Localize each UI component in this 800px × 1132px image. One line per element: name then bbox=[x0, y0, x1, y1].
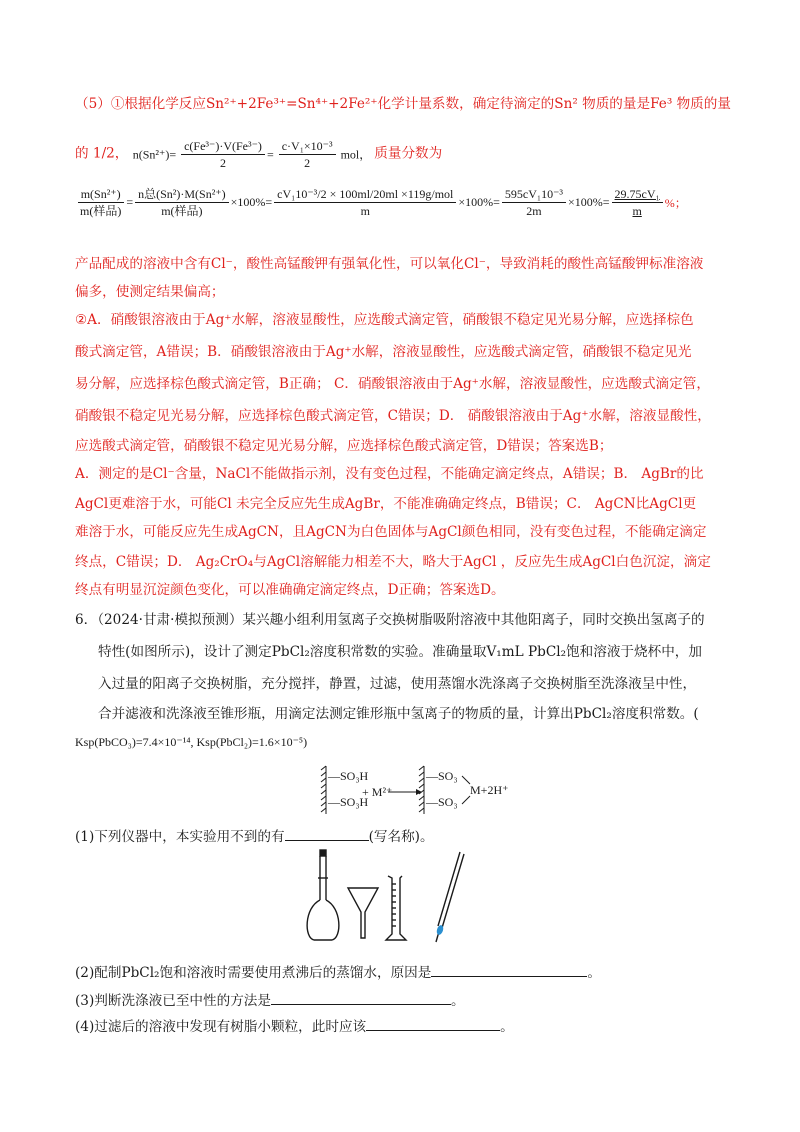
resin-exchange-diagram bbox=[320, 762, 530, 822]
answer-blank-4[interactable] bbox=[366, 1016, 500, 1031]
answer5-line3: 产品配成的溶液中含有Cl⁻，酸性高锰酸钾有强氧化性，可以氧化Cl⁻，导致消耗的酸性高锰酸钾标准溶液 bbox=[75, 256, 704, 272]
mol-unit: mol， bbox=[340, 147, 372, 162]
volumetric-flask-icon bbox=[307, 850, 339, 940]
answer5-part2-line3: 易分解，应选择棕色酸式滴定管，B正确； C．硝酸银溶液由于Ag⁺水解，溶液显酸性，应选酸式滴定管， bbox=[75, 376, 710, 392]
answer5-line1: （5）①根据化学反应Sn²⁺+2Fe³⁺=Sn⁴⁺+2Fe²⁺化学计量系数，确定待滴定的Sn² 物质的量是Fe³ 物质的量 bbox=[75, 96, 731, 112]
question6-line3: 入过量的阳离子交换树脂，充分搅拌，静置，过滤，使用蒸馏水洗涤离子交换树脂至洗涤液呈中性， bbox=[98, 676, 697, 692]
answer-blank-2[interactable] bbox=[431, 962, 587, 977]
question6-ksp-values: Ksp(PbCO₃)=7.4×10⁻¹⁴, Ksp(PbCl₂)=1.6×10⁻⁵) bbox=[75, 735, 308, 749]
fraction-cv: $\frac{\text{c·V₁×10⁻³}}{2}$ bbox=[279, 138, 336, 171]
answer5-part3-line2: AgCl更难溶于水，可能Cl 未完全反应先生成AgBr，不能准确确定终点，B错误；C． AgCN比AgCl更 bbox=[75, 496, 697, 512]
mass-fraction-formula: $\frac{\text{m(Sn²⁺)}}{\text{m(样品)}}$ = $\frac{\text{n总(Sn²)·M(Sn²⁺)}}{\text{m(样品)}}$ ×100%= $\frac{\text{cV₁10⁻³/2 × 100ml/20ml ×119g/mol}}{m}$ ×100%= $\frac{\text{595cV₁10⁻³}}{2m}$ ×100%= $\frac{\text{29.75cV₁}}{m}$ %； bbox=[75, 186, 687, 219]
answer5-line2-suffix: 质量分数为 bbox=[374, 145, 443, 162]
answer5-line4: 偏多，使测定结果偏高； bbox=[75, 284, 225, 300]
subquestion-1: (1)下列仪器中，本实验用不到的有 (写名称)。 bbox=[75, 826, 434, 847]
subquestion-4: (4)过滤后的溶液中发现有树脂小颗粒，此时应该 。 bbox=[75, 1016, 514, 1037]
funnel-icon bbox=[348, 888, 378, 938]
answer5-part2-line5: 应选酸式滴定管，硝酸银不稳定见光易分解，应选择棕色酸式滴定管，D错误；答案选B； bbox=[75, 438, 613, 454]
answer5-part3-line1: A．测定的是Cl⁻含量，NaCl不能做指示剂，没有变色过程，不能确定滴定终点，A错误；B． AgBr的比 bbox=[75, 466, 704, 482]
answer5-part2-line4: 硝酸银不稳定见光易分解，应选择棕色酸式滴定管，C错误；D． 硝酸银溶液由于Ag⁺水解，溶液显酸性， bbox=[75, 408, 711, 424]
answer-blank-3[interactable] bbox=[271, 990, 451, 1005]
answer5-part2-line1: ②A．硝酸银溶液由于Ag⁺水解，溶液显酸性，应选酸式滴定管，硝酸银不稳定见光易分解，应选择棕色 bbox=[75, 312, 694, 328]
answer5-part3-line5: 终点有明显沉淀颜色变化，可以准确确定滴定终点，D正确；答案选D。 bbox=[75, 582, 505, 598]
right-so3-top: —SO₃ bbox=[426, 769, 458, 783]
answer5-part2-line2: 酸式滴定管，A错误；B．硝酸银溶液由于Ag⁺水解，溶液显酸性，应选酸式滴定管，硝酸银不稳定见光 bbox=[75, 344, 692, 360]
answer5-line2-prefix: 的 1/2， bbox=[75, 145, 129, 162]
answer5-line2: 的 1/2， n(Sn²⁺)= $\frac{\text{c(Fe³⁻)·V(Fe³⁻)}}{2}$ = $\frac{\text{c·V₁×10⁻³}}{2}$ mol， 质量分数为 bbox=[75, 139, 443, 170]
question6-line2: 特性(如图所示)，设计了测定PbCl₂溶度积常数的实验。准确量取V₁mL PbCl₂饱和溶液于烧杯中，加 bbox=[98, 644, 702, 660]
right-so3-bottom: —SO₃ bbox=[426, 795, 458, 809]
subquestion-3: (3)判断洗涤液已至中性的方法是 。 bbox=[75, 990, 465, 1011]
answer-blank-1[interactable] bbox=[285, 826, 369, 841]
n-sn-expression: n(Sn²⁺)= bbox=[132, 147, 177, 162]
left-so3h-bottom: —SO₃H bbox=[328, 795, 369, 809]
answer5-part3-line4: 终点，C错误；D． Ag₂CrO₄与AgCl溶解能力相差不大，略大于AgCl ，反应先生成AgCl白色沉淀，滴定 bbox=[75, 554, 711, 570]
subquestion-2: (2)配制PbCl₂饱和溶液时需要使用煮沸后的蒸馏水，原因是 。 bbox=[75, 962, 601, 983]
question6-line4: 合并滤液和洗涤液至锥形瓶，用滴定法测定锥形瓶中氢离子的物质的量，计算出PbCl₂溶度积常数。( bbox=[98, 706, 699, 722]
question6-line1: 6．（2024·甘肃·模拟预测）某兴趣小组利用氢离子交换树脂吸附溶液中其他阳离子，同时交换出氢离子的 bbox=[75, 612, 705, 628]
arrow-head bbox=[416, 789, 422, 795]
product-label: M+2H⁺ bbox=[470, 783, 509, 797]
left-so3h-top: —SO₃H bbox=[328, 769, 369, 783]
apparatus-illustration bbox=[296, 846, 496, 946]
graduated-cylinder-icon bbox=[386, 876, 406, 940]
fraction-fe: $\frac{\text{c(Fe³⁻)·V(Fe³⁻)}}{2}$ bbox=[181, 138, 265, 171]
answer5-part3-line3: 难溶于水，可能反应先生成AgCN，且AgCN为白色固体与AgCl颜色相同，没有变色过程，不能确定滴定 bbox=[75, 524, 707, 540]
metal-ion-reactant: + M²⁺ bbox=[362, 785, 393, 799]
